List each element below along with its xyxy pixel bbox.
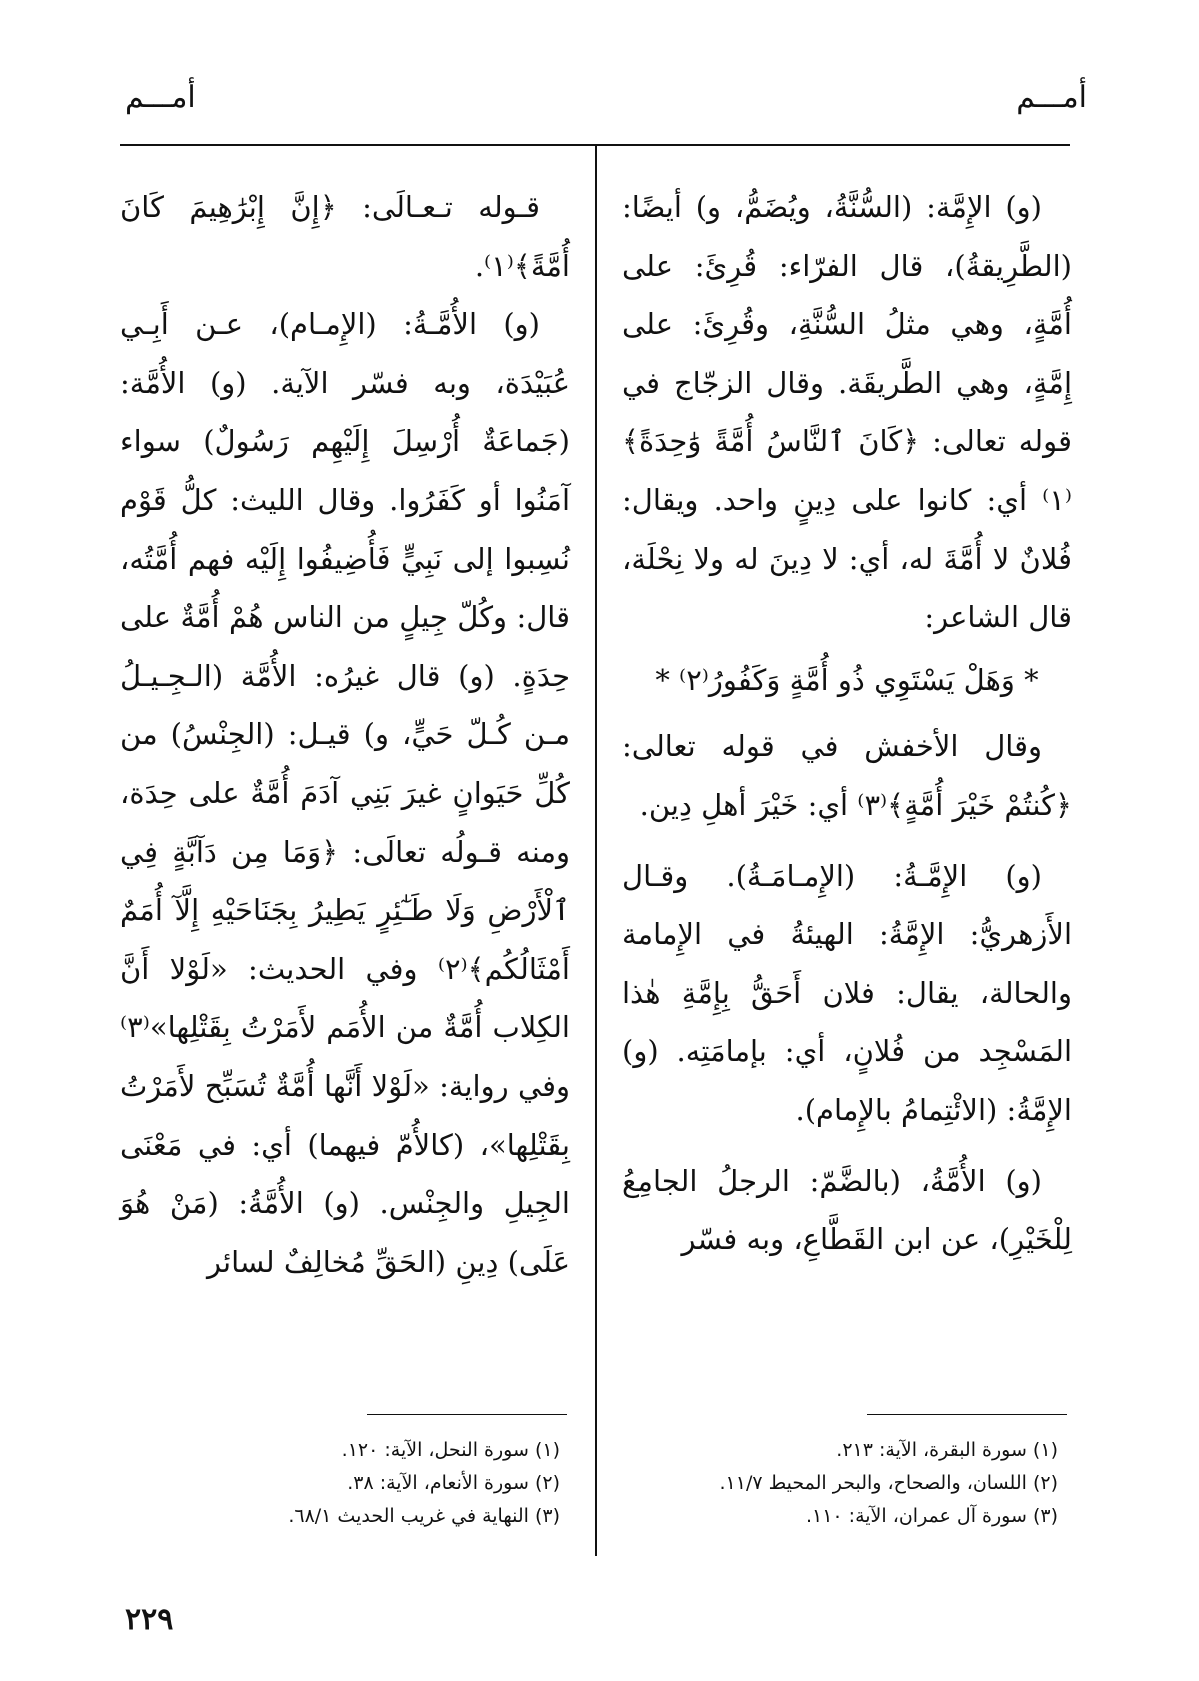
footnote: (١) سورة النحل، الآية: ١٢٠.: [341, 1439, 560, 1461]
footnote: (٢) اللسان، والصحاح، والبحر المحيط ١١/٧.: [719, 1472, 1058, 1494]
paragraph: (و) الإِمَّة: (السُّنَّةُ، ويُضَمُّ، و) أيضًا: (الطَّرِيقةُ)، قال الفرّاء: قُرِئَ: على أُمَّةٍ، وهي مثلُ السُّنَّةِ، وقُرِئَ: على إِمَّةٍ، وهي الطَّريقَة. وقال الزجّاج في قوله تعالى: ﴿كَانَ ٱلنَّاسُ أُمَّةً وَٰحِدَةً﴾⁽١⁾ أي: كانوا على دِينٍ واحد. ويقال: فُلانٌ لا أُمَّةَ له، أي: لا دِينَ له ولا نِحْلَة، قال الشاعر:: [622, 190, 1072, 635]
footnote-rule-right: [867, 1414, 1067, 1415]
footnote: (٣) النهاية في غريب الحديث ٦٨/١.: [288, 1505, 560, 1527]
footnotes-left: [120, 1434, 570, 1533]
footnote: (٣) سورة آل عمران، الآية: ١١٠.: [805, 1505, 1058, 1527]
footnote: (٢) سورة الأنعام، الآية: ٣٨.: [347, 1472, 560, 1494]
right-column: [622, 178, 1072, 1298]
footnotes-right: [618, 1434, 1068, 1533]
column-divider: [595, 146, 597, 1556]
paragraph: (و) الأُمَّةُ، (بالضَّمّ: الرجلُ الجامِعُ لِلْخَيْرِ)، عن ابن القَطَّاعِ، وبه فسّر: [622, 1163, 1072, 1257]
poetry-verse: * وَهَلْ يَسْتَوِي ذُو أُمَّةٍ وَكَفُورُ⁽٢⁾ *: [655, 662, 1039, 697]
running-header-left: أمـــم: [125, 80, 196, 115]
left-column: [120, 178, 570, 1308]
paragraph: قـوله تـعـالَى: ﴿إِنَّ إِبْرَٰهِيمَ كَانَ أُمَّةً﴾⁽١⁾.: [120, 190, 570, 283]
paragraph: (و) الأُمَّـةُ: (الإِمـام)، عـن أَبِـي عُبَيْدَة، وبه فسّر الآية. (و) الأُمَّة: (جَماعَةٌ أُرْسِلَ إِلَيْهِم رَسُولٌ) سواء آمَنُوا أو كَفَرُوا. وقال الليث: كلُّ قَوْم نُسِبوا إلى نَبِيٍّ فَأُضِيفُوا إِلَيْه فهم أُمَّتُه، قال: وكُلّ جِيلٍ من الناس هُمْ أُمَّةٌ على حِدَةٍ. (و) قال غيرُه: الأُمَّة (الـجِـيـلُ مـن كُـلّ حَيٍّ، و) قيـل: (الجِنْسُ) من كُلِّ حَيَوانٍ غيرَ بَنِي آدَمَ أُمَّةٌ على حِدَة، ومنه قـولُه تعالَى: ﴿وَمَا مِن دَآبَّةٍ فِي ٱلْأَرْضِ وَلَا طَـٰٓئِرٍ يَطِيرُ بِجَنَاحَيْهِ إِلَّآ أُمَمٌ أَمْثَالُكُم﴾⁽٢⁾ وفي الحديث: «لَوْلا أَنَّ الكِلاب أُمَّةٌ من الأُمَم لأَمَرْتُ بِقَتْلِها»⁽٣⁾ وفي رواية: «لَوْلا أَنَّها أُمَّةٌ تُسَبِّح لأَمَرْتُ بِقَتْلِها»، (كالأُمّ فيهما) أي: في مَعْنَى الجِيلِ والجِنْس. (و) الأُمَّةُ: (مَنْ هُوَ عَلَى) دِينِ (الحَقِّ مُخالِفٌ لسائر: [120, 307, 570, 1279]
paragraph: (و) الإِمَّـةُ: (الإِمـامَـةُ). وقـال الأَزهريُّ: الإِمَّةُ: الهيئةُ في الإِمامة والحالة، يقال: فلان أَحَقُّ بِإِمَّةِ هٰذا المَسْجِد من فُلانٍ، أي: بإمامَتِه. (و) الإِمَّةُ: (الائْتِمامُ بالإِمام).: [622, 858, 1072, 1127]
footnote-rule-left: [367, 1414, 567, 1415]
paragraph: وقال الأخفش في قوله تعالى: ﴿كُنتُمْ خَيْرَ أُمَّةٍ﴾⁽٣⁾ أي: خَيْرَ أهلِ دِين.: [622, 729, 1072, 822]
page-number: ٢٢٩: [125, 1602, 174, 1637]
footnote: (١) سورة البقرة، الآية: ٢١٣.: [836, 1439, 1058, 1461]
running-header-right: أمـــم: [1016, 80, 1087, 115]
